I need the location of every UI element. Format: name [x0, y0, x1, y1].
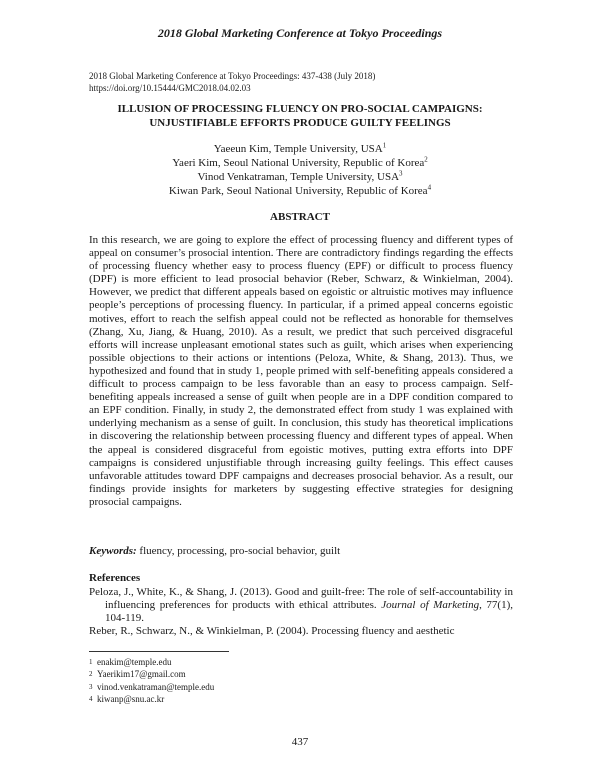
- email-link[interactable]: kiwanp@snu.ac.kr: [97, 694, 165, 705]
- keywords-label: Keywords:: [89, 545, 137, 557]
- footnote: 2 Yaerikim17@gmail.com: [89, 669, 186, 680]
- doi-link[interactable]: https://doi.org/10.15444/GMC2018.04.02.03: [89, 83, 251, 93]
- page-number: 437: [291, 736, 309, 748]
- footnote: 4 kiwanp@snu.ac.kr: [89, 694, 165, 705]
- abstract-heading: ABSTRACT: [270, 211, 330, 223]
- footnote-mark: 3: [399, 169, 403, 178]
- reference-item: Peloza, J., White, K., & Shang, J. (2013). Good and guilt-free: The role of self-accountability in influencing preferences for products with ethical attributes. Journal of Marketing, 77(1), 104-119.: [89, 586, 514, 625]
- reference-item: Reber, R., Schwarz, N., & Winkielman, P. (2004). Processing fluency and aesthetic: [89, 625, 455, 638]
- email-link[interactable]: vinod.venkatraman@temple.edu: [97, 681, 215, 692]
- citation-block: [89, 70, 375, 94]
- footnote-mark: 1: [382, 141, 387, 150]
- footnote: 1 enakim@temple.edu: [89, 657, 172, 667]
- email-link[interactable]: Yaerikim17@gmail.com: [97, 669, 186, 680]
- references-heading: References: [89, 572, 141, 584]
- journal-name: Journal of Marketing: [381, 599, 480, 612]
- reference-list: [89, 586, 513, 638]
- author-line: Kiwan Park, Seoul National University, Republic of Korea$^4$: [168, 183, 432, 197]
- footnote-divider: [89, 651, 229, 652]
- keywords: [89, 545, 513, 557]
- keywords-text: fluency, processing, pro-social behavior, guilt: [139, 545, 341, 557]
- email-link[interactable]: enakim@temple.edu: [97, 657, 172, 667]
- footnotes: [89, 656, 214, 706]
- author-list: [60, 142, 540, 198]
- paper-title: [60, 102, 540, 130]
- title-line-2: UNJUSTIFIABLE EFFORTS PRODUCE GUILTY FEELINGS: [149, 117, 451, 129]
- footnote: 3 vinod.venkatraman@temple.edu: [89, 681, 215, 692]
- citation-line: 2018 Global Marketing Conference at Tokyo Proceedings: 437-438 (July 2018): [89, 71, 376, 81]
- author-line: Vinod Venkatraman, Temple University, USA$^3$: [197, 169, 403, 183]
- author-line: Yaeri Kim, Seoul National University, Republic of Korea$^2$: [172, 155, 428, 169]
- footnote-mark: 4: [427, 183, 432, 192]
- footnote-mark: 2: [424, 155, 428, 164]
- running-head: 2018 Global Marketing Conference at Tokyo Proceedings: [157, 26, 443, 40]
- title-line-1: ILLUSION OF PROCESSING FLUENCY ON PRO-SOCIAL CAMPAIGNS:: [117, 103, 483, 115]
- abstract-body: In this research, we are going to explore the effect of processing fluency and different types of appeal on consumer’s prosocial intention. There are contradictory findings regarding the effects of processing fluency whether easy to process fluency (EPF) or difficult to process fluency (DPF) is more efficient to lead prosocial behavior (Reber, Schwarz, & Winkielman, 2004). However, we predict that different appeals based on egoistic or altruistic motives may influence people’s perceptions of processing fluency. In particular, if a primed appeal concerns egoistic motives, effort to reach the selfish appeal could not be reflected as honorable for themselves (Zhang, Xu, Jiang, & Huang, 2010). As a result, we predict that such perceived disgraceful efforts will increase unpleasant emotional states such as guilt, which arises when experiencing possible objections to their actions or intentions (Peloza, White, & Shang, 2013). Thus, we hypothesized and found that in study 1, people primed with self-benefiting appeals considered a difficult to process campaign to be less favorable than an easy to process campaign. Self-benefiting appeals increased a sense of guilt when people are in a DPF condition compared to an EPF condition. Finally, in study 2, the demonstrated effect from study 1 was explained with underlying mechanism as a sense of guilt. In conclusion, this study has theoretical implications in discovering the relationship between processing fluency and different types of appeal. When the appeal is considered disgraceful from egoistic motives, putting extra efforts into DPF campaigns is considered unjustifiable through increasing guilty feelings. This effect causes unfavorable attitudes toward DPF campaigns and decreases prosocial behavior. As a result, our findings provide insights for marketers by suggesting effective strategies for designing prosocial campaigns.: [89, 234, 513, 508]
- author-line: Yaeeun Kim, Temple University, USA$^1$: [213, 141, 387, 155]
